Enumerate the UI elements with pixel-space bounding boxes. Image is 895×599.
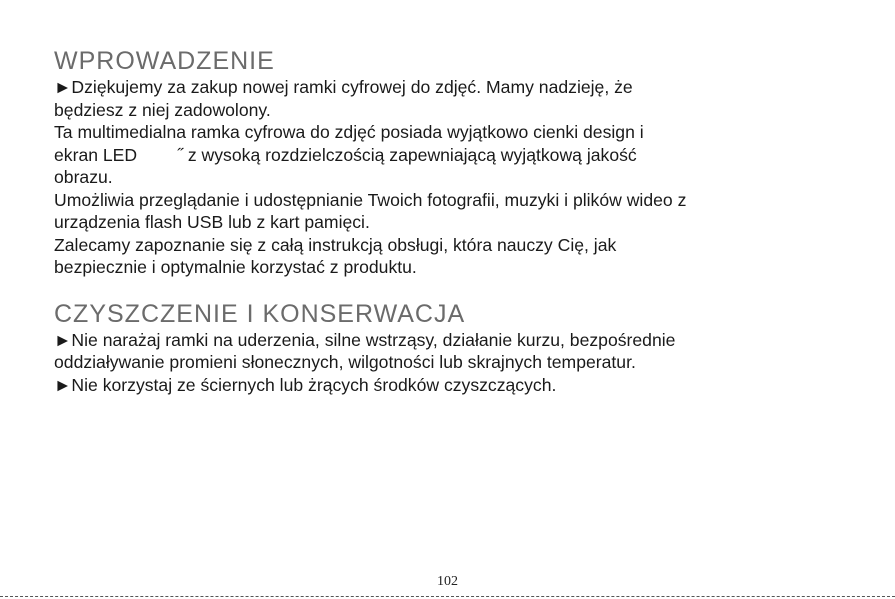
intro-line-7: urządzenia flash USB lub z kart pamięci. <box>54 212 370 232</box>
intro-line-5: obrazu. <box>54 167 113 187</box>
cleaning-line-2: oddziaływanie promieni słonecznych, wilgotności lub skrajnych temperatur. <box>54 352 636 372</box>
section-cleaning <box>54 299 854 397</box>
page-number: 102 <box>437 574 458 589</box>
section-introduction <box>54 46 854 279</box>
intro-line-1 <box>54 76 854 99</box>
bullet-arrow-icon: ► <box>54 329 72 350</box>
intro-line-9: bezpiecznie i optymalnie korzystać z produktu. <box>54 257 417 277</box>
bullet-arrow-icon: ► <box>54 77 72 97</box>
bullet-arrow-icon: ► <box>54 374 72 395</box>
intro-line-4 <box>54 144 854 167</box>
intro-line-1-text: Dziękujemy za zakup nowej ramki cyfrowej do zdjęć. Mamy nadzieję, że <box>71 77 633 97</box>
intro-line-4-text-a: ekran LED <box>54 144 138 165</box>
section-title-introduction: WPROWADZENIE <box>54 47 275 75</box>
intro-line-2: będziesz z niej zadowolony. <box>54 99 271 120</box>
cleaning-line-3 <box>54 374 854 397</box>
intro-line-8: Zalecamy zapoznanie się z całą instrukcją obsługi, która nauczy Cię, jak <box>54 234 617 255</box>
bottom-divider <box>0 596 895 597</box>
cleaning-line-3-text: Nie korzystaj ze ściernych lub żrących środków czyszczących. <box>71 374 557 395</box>
section-title-cleaning: CZYSZCZENIE I KONSERWACJA <box>54 299 466 328</box>
page-content <box>54 46 854 396</box>
intro-line-4-text-b: ˝ z wysoką rozdzielczością zapewniającą wyjątkową jakość <box>177 144 637 165</box>
cleaning-line-1 <box>54 329 854 352</box>
cleaning-line-1-text: Nie narażaj ramki na uderzenia, silne wstrząsy, działanie kurzu, bezpośrednie <box>71 329 676 350</box>
intro-line-3: Ta multimedialna ramka cyfrowa do zdjęć posiada wyjątkowo cienki design i <box>54 122 644 142</box>
intro-line-6: Umożliwia przeglądanie i udostępnianie Twoich fotografii, muzyki i plików wideo z <box>54 189 687 210</box>
